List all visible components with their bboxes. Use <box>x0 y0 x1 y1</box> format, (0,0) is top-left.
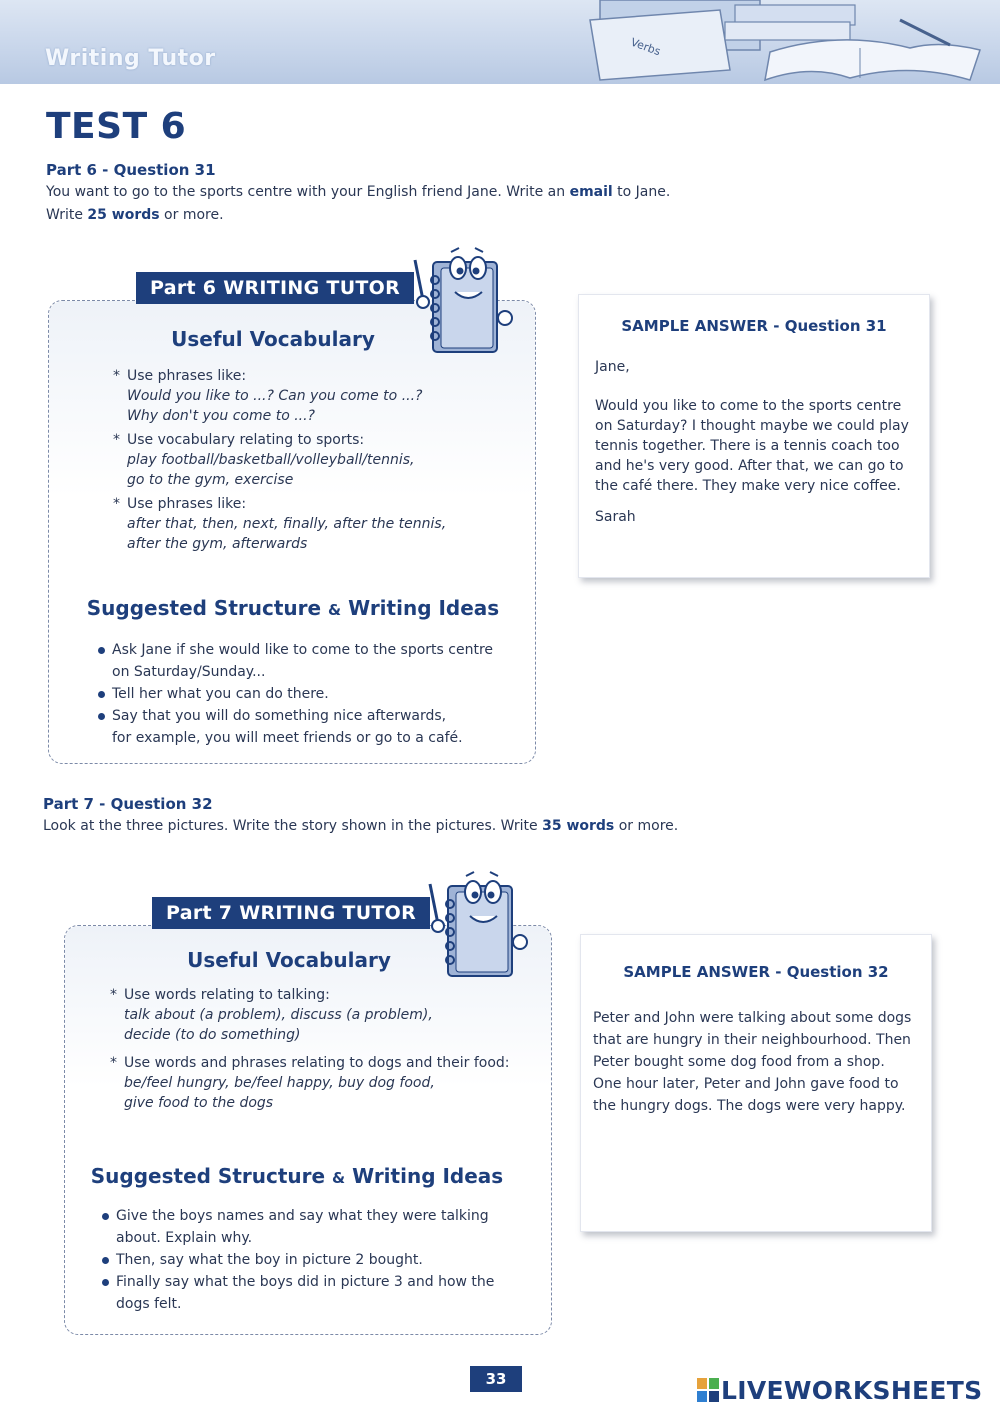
liveworksheets-logo-icon <box>697 1378 719 1402</box>
watermark-text: LIVEWORKSHEETS <box>721 1376 983 1405</box>
test-title: TEST 6 <box>46 106 187 147</box>
vocab-lead: Use vocabulary relating to sports: <box>127 432 365 448</box>
part7-ideas-list <box>102 1205 522 1315</box>
part6-tutor-tab: Part 6 WRITING TUTOR <box>136 272 414 304</box>
sample-greeting: Jane, <box>595 359 630 375</box>
part6-instr2-post: or more. <box>159 207 224 223</box>
part7-vocab-title: Useful Vocabulary <box>187 948 391 972</box>
part7-question-label: Part 7 - Question 32 <box>43 795 213 813</box>
structure-title-a: Suggested Structure <box>90 1164 326 1188</box>
part7-tutor-tab: Part 7 WRITING TUTOR <box>152 897 430 929</box>
idea-line: dogs felt. <box>116 1296 182 1312</box>
vocab-lead: Use words relating to talking: <box>124 987 330 1003</box>
vocab-example: decide (to do something) <box>124 1027 301 1043</box>
vocab-item: * Use vocabulary relating to sports: play football/basketball/volleyball/tennis, go to the gym, exercise <box>113 430 513 490</box>
vocab-example: talk about (a problem), discuss (a problem), <box>124 1007 433 1023</box>
idea-item <box>98 683 518 705</box>
part6-sample-answer <box>578 294 930 578</box>
structure-amp: & <box>332 1169 346 1187</box>
part7-instr-bold: 35 words <box>542 818 615 834</box>
idea-item <box>98 639 518 683</box>
idea-item <box>102 1271 522 1315</box>
liveworksheets-watermark <box>697 1376 982 1405</box>
sample-sign: Sarah <box>595 509 636 525</box>
part6-instructions <box>46 181 946 227</box>
idea-item <box>102 1205 522 1249</box>
vocab-example: play football/basketball/volleyball/tennis, <box>127 452 415 468</box>
part7-vocab-list <box>110 985 530 1113</box>
vocab-example: after that, then, next, finally, after the tennis, <box>127 516 447 532</box>
part7-instructions <box>43 815 943 838</box>
book-label: Verbs <box>628 35 663 59</box>
part6-instr2-bold: 25 words <box>87 207 160 223</box>
idea-item <box>98 705 518 749</box>
part6-instr1-pre: You want to go to the sports centre with your English friend Jane. Write an <box>46 184 570 200</box>
part6-structure-title <box>48 596 538 620</box>
part6-ideas-list <box>98 639 518 749</box>
idea-line: Say that you will do something nice afterwards, <box>112 708 447 724</box>
vocab-example: be/feel hungry, be/feel happy, buy dog food, <box>124 1075 435 1091</box>
idea-line: Give the boys names and say what they were talking <box>116 1208 489 1224</box>
idea-item <box>102 1249 522 1271</box>
part7-sample-answer <box>580 934 932 1232</box>
vocab-item: * Use phrases like: after that, then, next, finally, after the tennis, after the gym, afterwards <box>113 494 513 554</box>
page-number: 33 <box>470 1366 522 1392</box>
vocab-example: after the gym, afterwards <box>127 536 308 552</box>
idea-line: Finally say what the boys did in picture 3 and how the <box>116 1274 495 1290</box>
part7-instr-post: or more. <box>614 818 679 834</box>
vocab-example: go to the gym, exercise <box>127 472 294 488</box>
idea-line: Tell her what you can do there. <box>112 686 329 702</box>
structure-amp: & <box>328 601 342 619</box>
part6-instr1-post: to Jane. <box>612 184 671 200</box>
idea-line: Ask Jane if she would like to come to the sports centre <box>112 642 494 658</box>
vocab-item: * Use phrases like: Would you like to ...? Can you come to ...? Why don't you come to ...? <box>113 366 513 426</box>
sample-body: Would you like to come to the sports centre on Saturday? I thought maybe we could play tennis together. There is a tennis coach too and he's very good. After that, we can go to the café there. They make very nice coffee. <box>595 398 909 494</box>
brand-title: Writing Tutor <box>45 46 216 71</box>
idea-line: for example, you will meet friends or go to a café. <box>112 730 463 746</box>
part6-instr2-pre: Write <box>46 207 88 223</box>
vocab-lead: Use phrases like: <box>127 368 247 384</box>
vocab-lead: Use words and phrases relating to dogs and their food: <box>124 1055 510 1071</box>
sample-body: Peter and John were talking about some dogs that are hungry in their neighbourhood. Then Peter bought some dog food from a shop. One hour later, Peter and John gave food to the hungry dogs. The dogs were very happy. <box>593 1010 912 1114</box>
vocab-example: give food to the dogs <box>124 1095 274 1111</box>
idea-line: Then, say what the boy in picture 2 bought. <box>116 1252 423 1268</box>
header-banner <box>0 0 1000 84</box>
vocab-example: Why don't you come to ...? <box>127 408 315 424</box>
part7-instr-pre: Look at the three pictures. Write the story shown in the pictures. Write <box>43 818 543 834</box>
vocab-example: Would you like to ...? Can you come to ...? <box>127 388 423 404</box>
vocab-lead: Use phrases like: <box>127 496 247 512</box>
part6-vocab-title: Useful Vocabulary <box>171 327 375 351</box>
structure-title-b: Writing Ideas <box>348 596 500 620</box>
part6-question-label: Part 6 - Question 31 <box>46 161 216 179</box>
structure-title-b: Writing Ideas <box>352 1164 504 1188</box>
part6-vocab-list <box>113 366 513 554</box>
vocab-item: * Use words relating to talking: talk about (a problem), discuss (a problem), decide (to do something) <box>110 985 530 1045</box>
idea-line: about. Explain why. <box>116 1230 253 1246</box>
sample-title: SAMPLE ANSWER - Question 31 <box>621 317 887 335</box>
idea-line: on Saturday/Sunday... <box>112 664 266 680</box>
vocab-item: * Use words and phrases relating to dogs and their food: be/feel hungry, be/feel happy, buy dog food, give food to the dogs <box>110 1053 530 1113</box>
part7-structure-title <box>52 1164 542 1188</box>
books-illustration <box>560 0 1000 84</box>
part6-instr1-bold: email <box>569 184 613 200</box>
sample-title: SAMPLE ANSWER - Question 32 <box>623 963 889 981</box>
structure-title-a: Suggested Structure <box>86 596 322 620</box>
